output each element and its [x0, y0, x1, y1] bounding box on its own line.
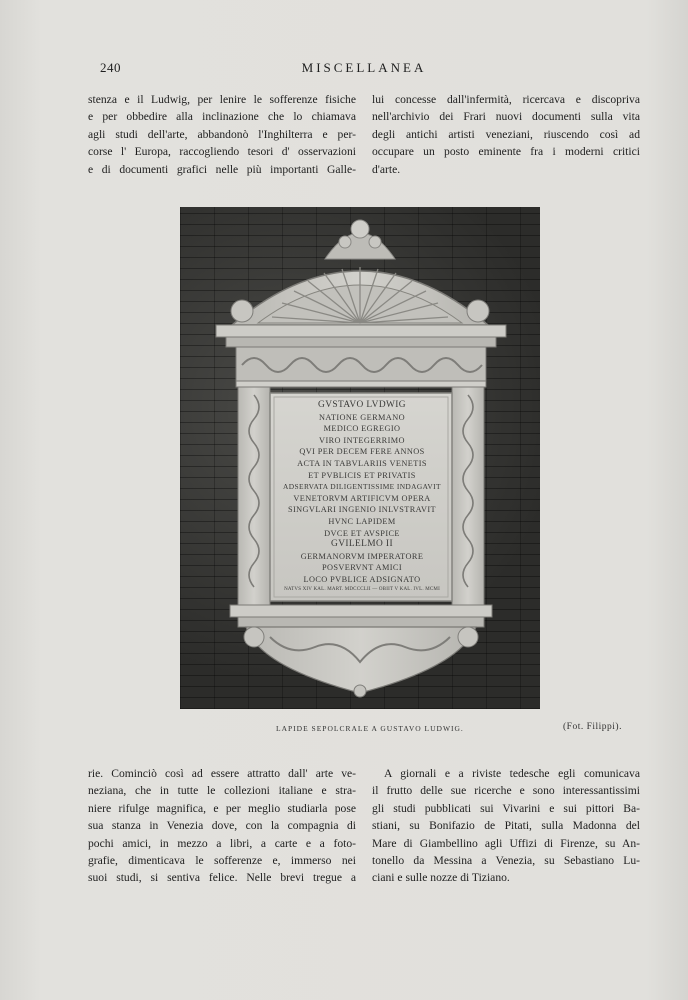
- text-line: gli studi pubblicati sui Vivarini e sui pittori Ba-: [372, 801, 640, 815]
- text-column-bottom-right: [372, 765, 640, 887]
- inscription-line: MEDICO EGREGIO: [323, 424, 401, 434]
- shell-lunette: [231, 267, 489, 325]
- text-line: sua stanza in Venezia dove, con la compagnia di: [88, 819, 356, 833]
- inscription-line: SINGVLARI INGENIO INLVSTRAVIT: [287, 505, 437, 515]
- page-header: [88, 60, 640, 80]
- photo-credit: (Fot. Filippi).: [563, 722, 622, 732]
- inscription-line: ET PVBLICIS ET PRIVATIS: [308, 470, 416, 480]
- figure-caption: LAPIDE SEPOLCRALE A GUSTAVO LUDWIG.: [276, 724, 464, 733]
- text-line: corse l' Europa, raccogliendo tesori d' osservazioni: [88, 145, 356, 159]
- text-line: pochi amici, in mezzo a libri, a carte e a foto-: [88, 836, 356, 850]
- text-line: e di documenti grafici nelle più importanti Galle-: [88, 162, 356, 176]
- text-line: e per obbedire alla inclinazione che lo chiamava: [88, 110, 356, 124]
- inscription-line: GVILELMO II: [331, 539, 393, 550]
- inscription-line: ADSERVATA DILIGENTISSIME INDAGAVIT: [283, 482, 441, 492]
- inscription-footer: NATVS XIV KAL. MART. MDCCCLII — OBIIT V KAL. IVL. MCMI: [284, 586, 440, 592]
- text-column-top-right: [372, 91, 640, 178]
- inscription-line: LOCO PVBLICE ADSIGNATO: [303, 574, 421, 584]
- text-line: Mare di Giambellino agli Uffizi di Firenze, su An-: [372, 836, 640, 850]
- text-line: lui concesse dall'infermità, ricercava e discopriva: [372, 93, 640, 106]
- inscription-line: POSVERVNT AMICI: [321, 563, 403, 573]
- running-head: MISCELLANEA: [301, 60, 427, 75]
- text-line: il frutto delle sue ricerche e sono interessantissimi: [372, 784, 640, 798]
- text-line: A giornali e a riviste tedesche egli comunicava: [384, 767, 640, 780]
- cornice: [216, 325, 506, 337]
- text-column-top-left: [88, 91, 356, 178]
- inscription-line: GVSTAVO LVDWIG: [318, 400, 406, 410]
- text-line: tonello da Messina a Venezia, su Sebastiano Lu-: [372, 854, 640, 868]
- text-line: grafie, dimenticava le sofferenze e, immerso nei: [88, 854, 356, 868]
- inscription-line: NATIONE GERMANO: [319, 412, 405, 422]
- inscription-line: VIRO INTEGERRIMO: [319, 435, 405, 445]
- inscription-line: DVCE ET AVSPICE: [324, 528, 400, 538]
- page-number: 240: [100, 60, 121, 75]
- inscription-line: ACTA IN TABVLARIIS VENETIS: [297, 458, 427, 468]
- text-column-bottom-left: [88, 765, 356, 887]
- text-line: agli studi dell'arte, abbandonò l'Inghilterra e per-: [88, 127, 356, 141]
- text-line: degli antichi artisti veneziani, riuscendo così ad: [372, 127, 640, 141]
- text-line: niere rifulge magnifica, e per meglio studiarla pose: [88, 801, 356, 815]
- inscription-line: VENETORVM ARTIFICVM OPERA: [293, 493, 431, 503]
- crest-ornament: [325, 220, 395, 259]
- right-pilaster: [452, 387, 484, 605]
- text-line: d'arte.: [372, 162, 401, 176]
- inscription-line: QVI PER DECEM FERE ANNOS: [299, 447, 425, 457]
- inscription-line: HVNC LAPIDEM: [328, 516, 396, 526]
- text-line: neziana, che in tutte le collezioni italiane e stra-: [88, 784, 356, 798]
- text-line: stiani, su Bonifazio de Pitati, sulla Madonna del: [372, 819, 640, 833]
- text-line: nell'archivio dei Frari nuovi documenti sulla vita: [372, 110, 640, 124]
- base-ledge: [230, 605, 492, 617]
- inscription-line: GERMANORVM IMPERATORE: [300, 551, 424, 561]
- latin-inscription: [274, 400, 450, 596]
- left-pilaster: [238, 387, 270, 605]
- text-line: suoi studi, si sentiva felice. Nelle brevi tregue a: [88, 871, 356, 885]
- text-line: rie. Cominciò così ad essere attratto dall' arte ve-: [88, 767, 356, 780]
- text-line: ciani e sulle nozze di Tiziano.: [372, 871, 510, 885]
- text-line: stenza e il Ludwig, per lenire le sofferenze fisiche: [88, 93, 356, 106]
- text-line: occupare un posto eminente fra i moderni critici: [372, 145, 640, 159]
